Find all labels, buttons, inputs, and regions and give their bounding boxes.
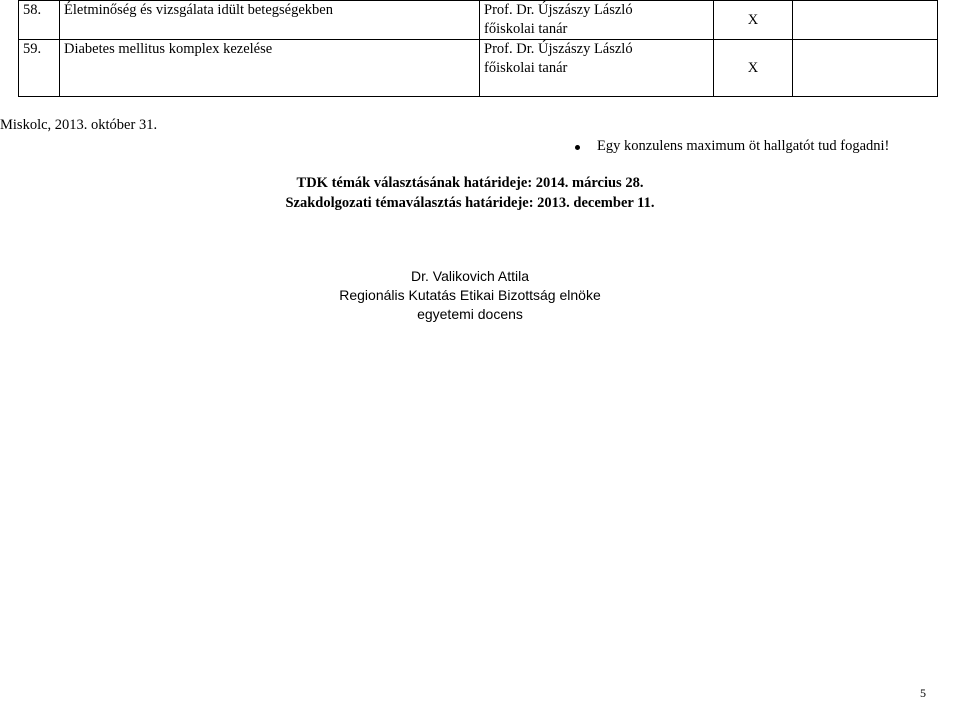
table-row — [19, 1, 938, 40]
supervisor-title: főiskolai tanár — [484, 21, 568, 37]
topic-title: Életminőség és vizsgálata idült betegségekben — [60, 1, 480, 40]
supervisor-name: Prof. Dr. Újszászy László — [484, 2, 633, 18]
table-row — [19, 40, 938, 97]
topic-supervisor — [480, 1, 714, 40]
topic-empty-cell — [793, 40, 938, 97]
topic-title: Diabetes mellitus komplex kezelése — [60, 40, 480, 97]
topic-supervisor — [480, 40, 714, 97]
place-date: Miskolc, 2013. október 31. — [0, 117, 158, 133]
topics-table — [18, 0, 938, 97]
bullet-icon — [575, 145, 580, 150]
consultant-note-text: Egy konzulens maximum öt hallgatót tud fogadni! — [597, 138, 890, 154]
thesis-deadline: Szakdolgozati témaválasztás határideje: 2013. december 11. — [285, 195, 655, 211]
signature-position: egyetemi docens — [417, 306, 523, 322]
page-number: 5 — [920, 686, 926, 700]
topic-mark: X — [714, 1, 793, 40]
topic-number: 58. — [19, 1, 60, 40]
topic-mark: X — [714, 40, 793, 97]
supervisor-title: főiskolai tanár — [484, 60, 568, 76]
signature-name: Dr. Valikovich Attila — [410, 268, 529, 284]
signature-role: Regionális Kutatás Etikai Bizottság elnöke — [339, 287, 601, 303]
supervisor-name: Prof. Dr. Újszászy László — [484, 41, 633, 57]
topic-empty-cell — [793, 1, 938, 40]
topic-number: 59. — [19, 40, 60, 97]
tdk-deadline: TDK témák választásának határideje: 2014. március 28. — [296, 175, 644, 191]
